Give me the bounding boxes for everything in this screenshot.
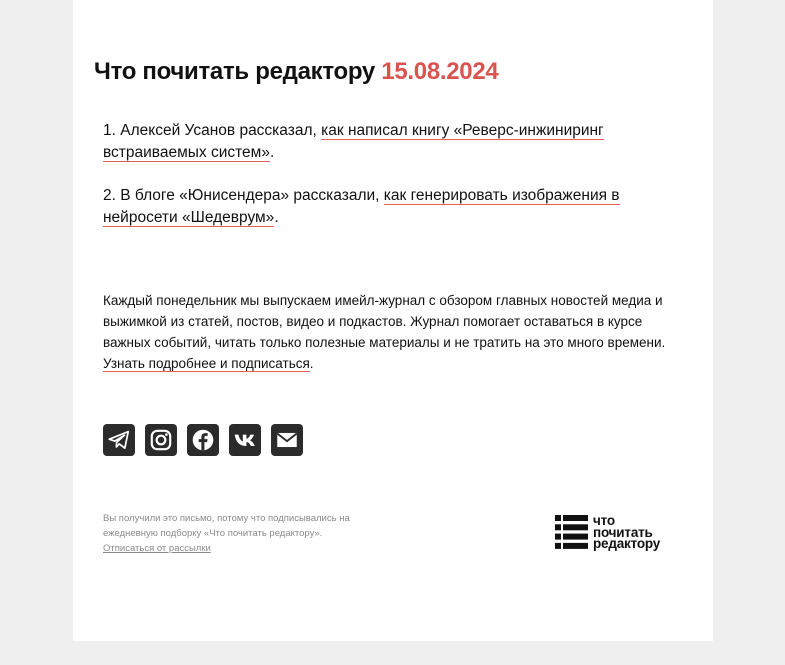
- telegram-icon: [106, 427, 132, 453]
- item-suffix: .: [274, 209, 279, 226]
- logo-line: что: [593, 513, 615, 528]
- about-suffix: .: [309, 356, 314, 371]
- article-list: [103, 120, 643, 250]
- article-link[interactable]: как написал книгу «Реверс-инжиниринг встраиваемых систем»: [103, 122, 604, 161]
- instagram-button[interactable]: [145, 424, 177, 456]
- item-text: В блоге «Юнисендера» рассказали,: [120, 187, 380, 204]
- article-link[interactable]: как генерировать изображения в нейросети «Шедеврум»: [103, 187, 620, 226]
- item-suffix: .: [269, 144, 275, 161]
- about-text: Каждый понедельник мы выпускаем имейл-журнал с обзором главных новостей медиа и выжимкой из статей, постов, видео и подкастов. Журнал помогает оставаться в курсе важных событий, читать только полезные материалы и не тратить на это много времени.: [103, 293, 666, 350]
- email-icon: [274, 427, 300, 453]
- logo-text: [593, 515, 660, 550]
- headline: [94, 58, 498, 86]
- social-links: [103, 424, 303, 456]
- vk-button[interactable]: [229, 424, 261, 456]
- headline-title: Что почитать редактору: [94, 58, 375, 85]
- logo-line: редактору: [593, 536, 661, 551]
- logo: [555, 515, 660, 550]
- telegram-button[interactable]: [103, 424, 135, 456]
- item-number: 1.: [103, 122, 116, 139]
- about-paragraph: [103, 290, 688, 374]
- item-text: Алексей Усанов рассказал,: [120, 122, 317, 139]
- logo-line: почитать: [593, 524, 653, 540]
- list-item: [103, 120, 643, 164]
- subscribe-link[interactable]: Узнать подробнее и подписаться: [103, 356, 310, 371]
- email-card: [73, 0, 713, 641]
- facebook-button[interactable]: [187, 424, 219, 456]
- logo-bars-icon: [555, 515, 588, 549]
- footer-note: [103, 511, 383, 556]
- instagram-icon: [148, 427, 174, 453]
- subscription-notice: Вы получили это письмо, потому что подписывались на ежедневную подборку «Что почитать редактору».: [103, 513, 350, 539]
- vk-icon: [232, 427, 258, 453]
- email-button[interactable]: [271, 424, 303, 456]
- facebook-icon: [190, 427, 216, 453]
- unsubscribe-link[interactable]: Отписаться от рассылки: [103, 543, 211, 554]
- list-item: [103, 185, 643, 229]
- headline-date: 15.08.2024: [381, 58, 499, 85]
- item-number: 2.: [103, 187, 116, 204]
